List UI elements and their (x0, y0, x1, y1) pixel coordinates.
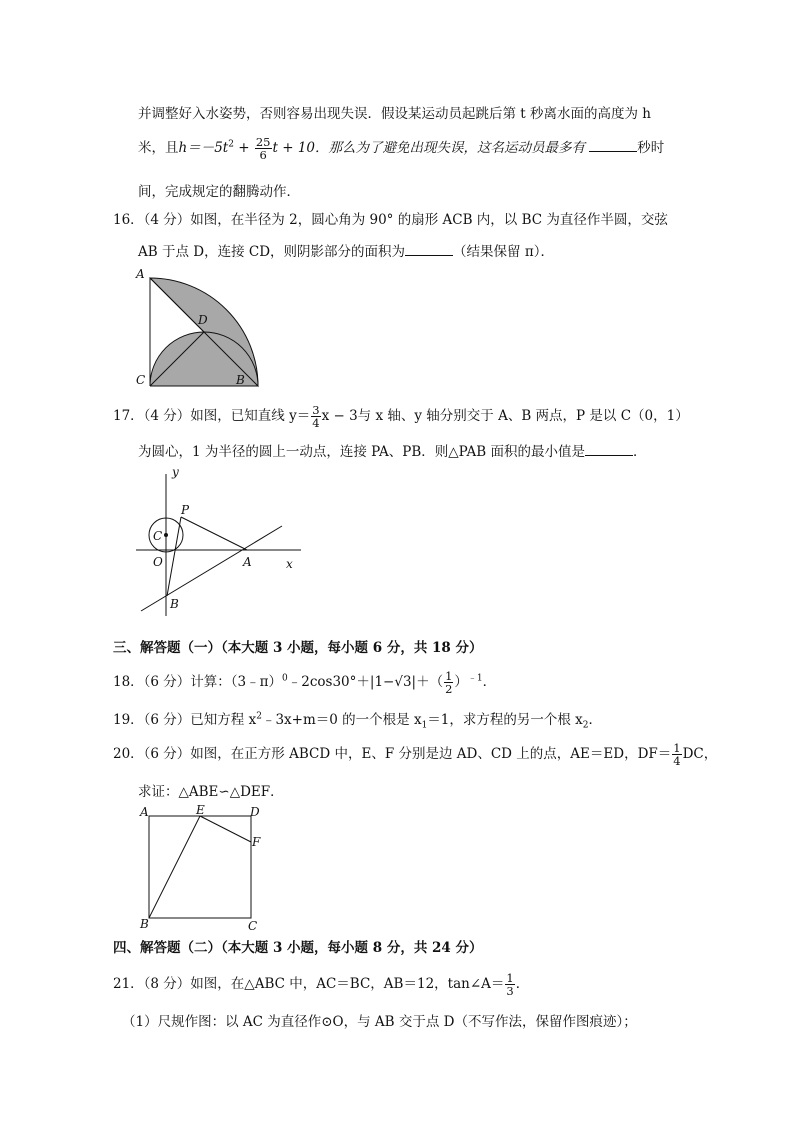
q20-label-f: F (252, 835, 261, 849)
q20-fraction: $\frac{1}{4}$ (673, 741, 681, 769)
q21-text-b: ． (515, 976, 530, 993)
q18-text-b: ﹣2cos30°＋|1−√3|＋（ (287, 674, 444, 691)
q17-line-1 (113, 404, 689, 429)
q15-fraction: $\frac{25}{6}$ (255, 135, 271, 163)
q16-line-1: 16．（4 分）如图，在半径为 2，圆心角为 90° 的扇形 ACB 内，以 BC 为直径作半圆，交弦 (113, 212, 668, 228)
q16-label-a: A (136, 267, 145, 281)
q17-label-a: A (243, 555, 252, 569)
section-4-heading: 四、解答题（二）（本大题 3 小题，每小题 8 分，共 24 分） (113, 940, 483, 956)
q17-segment-pb (167, 517, 181, 596)
q20-square (149, 816, 251, 918)
q16-label-b: B (236, 373, 245, 387)
q16-text: AB 于点 D，连接 CD，则阴影部分的面积为 (138, 244, 406, 260)
q19-sub2: 2 (582, 720, 589, 731)
q19-sub1: 1 (421, 720, 428, 731)
q16-answer-blank[interactable] (405, 243, 453, 256)
q18-fraction: $\frac{1}{2}$ (445, 669, 453, 697)
q21-fraction: $\frac{1}{3}$ (506, 971, 514, 999)
q18-text-c: ） (454, 674, 468, 691)
q15-line-1: 并调整好入水姿势，否则容易出现失误．假设某运动员起跳后第 t 秒离水面的高度为 h (138, 106, 651, 122)
q19-text-d: ． (588, 712, 603, 728)
q17-text: 17．（4 分）如图，已知直线 y＝ (113, 408, 311, 425)
q20-label-d: D (250, 805, 260, 819)
q17-label-p: P (181, 503, 190, 517)
q20-segment-be (149, 816, 200, 918)
q17-label-o: O (153, 555, 163, 569)
q18-text-d: ． (482, 674, 497, 691)
section-3-heading: 三、解答题（一）（本大题 3 小题，每小题 6 分，共 18 分） (113, 640, 483, 656)
q20-line-2: 求证：△ABE∽△DEF． (138, 784, 284, 800)
q18-line (113, 670, 496, 695)
q15-answer-blank[interactable] (589, 139, 637, 152)
q20-label-a: A (140, 805, 149, 819)
q21-line-1 (113, 972, 529, 997)
q19-sup: 2 (256, 711, 262, 722)
q17-label-c: C (153, 529, 163, 543)
q15-exponent: 2 (228, 139, 234, 150)
q15-plus: + (238, 140, 250, 157)
q17-answer-blank[interactable] (585, 443, 633, 456)
q18-sup1: ﹣1 (467, 673, 483, 684)
q18-text-a: 18．（6 分）计算：（3﹣π） (113, 674, 283, 691)
q19-text-b: ﹣3x+m＝0 的一个根是 x (261, 712, 422, 728)
q17-figure (136, 466, 306, 618)
q18-sup0: 0 (282, 673, 288, 684)
q17-center-dot (164, 533, 168, 537)
q17-fraction: $\frac{3}{4}$ (312, 403, 320, 431)
q15-text: 米，且 (138, 140, 179, 157)
q17-line-2 (138, 440, 646, 460)
q16-text-tail: （结果保留 π）． (453, 244, 554, 260)
q20-text-a: 20．（6 分）如图，在正方形 ABCD 中，E、F 分别是边 AD、CD 上的点，AE＝ED，DF＝ (113, 746, 672, 763)
q16-line-2 (138, 240, 554, 260)
q20-text-b: DC， (682, 746, 718, 763)
q21-line-2: （1）尺规作图：以 AC 为直径作⊙O，与 AB 交于点 D（不写作法，保留作图痕迹）； (122, 1014, 637, 1030)
q15-tail: 秒时 (637, 140, 665, 157)
q16-label-d: D (198, 313, 208, 327)
q16-label-c: C (136, 373, 146, 387)
q19-text-c: ＝1，求方程的另一个根 x (427, 712, 583, 728)
q15-formula-rhs: t + 10．那么为了避免出现失误，这名运动员最多有 (272, 140, 585, 157)
q20-label-e: E (196, 804, 205, 817)
q21-text-a: 21．（8 分）如图，在△ABC 中，AC＝BC，AB＝12，tan∠A＝ (113, 976, 505, 993)
q19-line (113, 708, 602, 731)
q17-text-2-tail: ． (632, 444, 647, 460)
q17-text-b: x − 3与 x 轴、y 轴分别交于 A、B 两点，P 是以 C（0，1） (321, 408, 689, 425)
q15-line-3: 间，完成规定的翻腾动作． (138, 184, 300, 200)
q17-label-b: B (170, 597, 179, 611)
q17-segment-pa (181, 517, 247, 550)
q17-label-y: y (172, 466, 179, 479)
q20-segment-ef (200, 816, 251, 842)
q16-figure (130, 262, 260, 390)
q15-formula-lhs: h＝－5t (178, 140, 229, 157)
q17-text-2: 为圆心，1 为半径的圆上一动点，连接 PA、PB．则△PAB 面积的最小值是 (138, 444, 585, 460)
q20-label-b: B (140, 917, 149, 931)
q20-label-c: C (248, 919, 258, 932)
q20-figure (136, 804, 266, 932)
q19-text-a: 19．（6 分）已知方程 x (113, 712, 257, 728)
q17-label-x: x (286, 557, 293, 571)
q15-line-2 (138, 136, 664, 161)
q20-line-1 (113, 742, 717, 767)
